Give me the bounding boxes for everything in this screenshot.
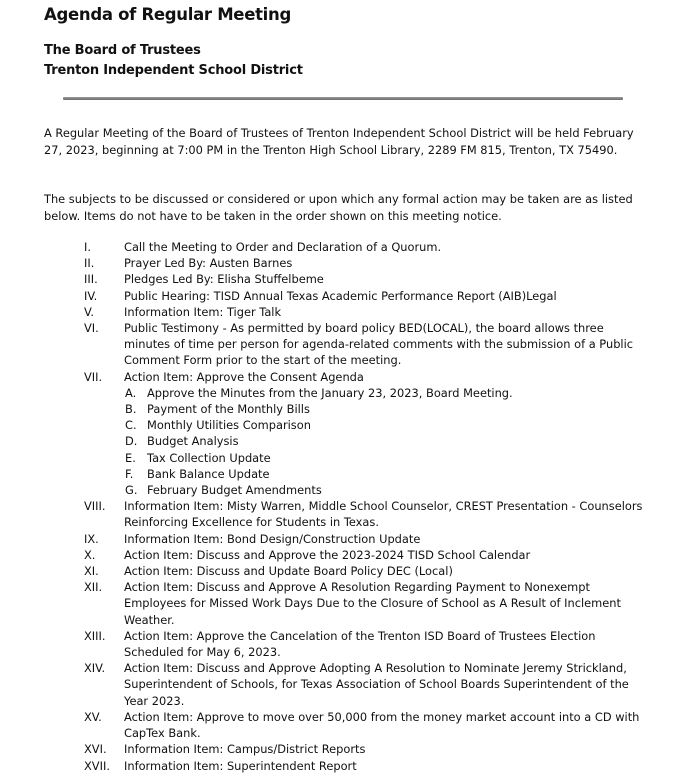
page-title: Agenda of Regular Meeting bbox=[44, 5, 291, 24]
agenda-item-number: XVII. bbox=[84, 758, 110, 773]
board-name: The Board of Trustees bbox=[44, 43, 201, 58]
agenda-item-number: VII. bbox=[84, 369, 103, 384]
agenda-item bbox=[0, 741, 681, 757]
agenda-item-number: XV. bbox=[84, 709, 102, 724]
agenda-item-text: Information Item: Superintendent Report bbox=[124, 758, 357, 773]
agenda-item-text: Action Item: Discuss and Approve A Resolution Regarding Payment to Nonexempt Employees for Missed Work Days Due to the Closure of School as A Result of Inclement Weather. bbox=[124, 580, 621, 627]
subitem-text: Tax Collection Update bbox=[147, 450, 271, 465]
agenda-item-number: XII. bbox=[84, 580, 103, 595]
agenda-item-number: XVI. bbox=[84, 742, 107, 757]
agenda-item bbox=[0, 709, 681, 741]
agenda-item-text: Action Item: Discuss and Approve the 2023-2024 TISD School Calendar bbox=[124, 547, 531, 562]
agenda-item-text: Information Item: Tiger Talk bbox=[124, 304, 282, 319]
agenda-item-number: XIV. bbox=[84, 661, 106, 676]
header-divider bbox=[63, 97, 623, 100]
subjects-note-paragraph: The subjects to be discussed or considered or upon which any formal action may be taken are as listed below. Items do not have to be taken in the order shown on this meeting notice. bbox=[44, 192, 633, 223]
agenda-item-text: Public Testimony - As permitted by board policy BED(LOCAL), the board allows three minutes of time per person for agenda-related comments with the submission of a Public Comment Form prior to the start of the meeting. bbox=[124, 321, 634, 368]
agenda-item bbox=[0, 547, 681, 563]
agenda-item-number: VI. bbox=[84, 321, 99, 336]
agenda-item-number: IV. bbox=[84, 288, 98, 303]
consent-subitem bbox=[0, 482, 681, 498]
agenda-item-number: XIII. bbox=[84, 628, 106, 643]
subitem-text: Budget Analysis bbox=[147, 434, 239, 449]
agenda-item-text: Call the Meeting to Order and Declaration of a Quorum. bbox=[124, 240, 442, 254]
subitem-letter: D. bbox=[125, 434, 138, 449]
agenda-item-text: Pledges Led By: Elisha Stuffelbeme bbox=[124, 272, 324, 287]
agenda-item-text: Action Item: Approve the Consent Agenda bbox=[124, 369, 364, 384]
agenda-item bbox=[0, 255, 681, 271]
subitem-text: February Budget Amendments bbox=[147, 483, 322, 498]
subitem-letter: A. bbox=[125, 385, 137, 400]
agenda-item-text: Prayer Led By: Austen Barnes bbox=[124, 256, 293, 271]
subitem-text: Monthly Utilities Comparison bbox=[147, 418, 311, 433]
agenda-item bbox=[0, 288, 681, 304]
agenda-item bbox=[0, 498, 681, 530]
agenda-item-number: III. bbox=[84, 272, 98, 287]
agenda-item-number: XI. bbox=[84, 564, 99, 579]
agenda-item-text: Information Item: Campus/District Reports bbox=[124, 742, 366, 757]
agenda-item-number: VIII. bbox=[84, 499, 106, 514]
agenda-item-text: Action Item: Approve the Cancelation of the Trenton ISD Board of Trustees Election Scheduled for May 6, 2023. bbox=[124, 628, 596, 660]
agenda-item-number: X. bbox=[84, 547, 96, 562]
consent-subitem bbox=[0, 385, 681, 401]
agenda-item bbox=[0, 304, 681, 320]
subitem-letter: C. bbox=[125, 418, 137, 433]
consent-subitem bbox=[0, 401, 681, 417]
agenda-list bbox=[0, 239, 681, 774]
agenda-item bbox=[0, 271, 681, 287]
agenda-item-number: I. bbox=[84, 240, 91, 254]
subitem-text: Payment of the Monthly Bills bbox=[147, 402, 310, 417]
agenda-item-text: Public Hearing: TISD Annual Texas Academic Performance Report (AIB)Legal bbox=[124, 288, 557, 303]
subitem-letter: B. bbox=[125, 402, 137, 417]
meeting-notice-paragraph: A Regular Meeting of the Board of Trustees of Trenton Independent School District will be held February 27, 2023, beginning at 7:00 PM in the Trenton High School Library, 2289 FM 815, Trenton, TX 75490. bbox=[44, 126, 634, 157]
agenda-item bbox=[0, 660, 681, 709]
subitem-text: Approve the Minutes from the January 23, 2023, Board Meeting. bbox=[147, 385, 513, 400]
agenda-item-text: Information Item: Misty Warren, Middle School Counselor, CREST Presentation - Counselors Reinforcing Excellence for Students in Texas. bbox=[124, 499, 643, 530]
agenda-item bbox=[0, 531, 681, 547]
agenda-item bbox=[0, 563, 681, 579]
consent-subitem bbox=[0, 466, 681, 482]
agenda-item-number: II. bbox=[84, 256, 95, 271]
agenda-item-text: Action Item: Discuss and Approve Adopting A Resolution to Nominate Jeremy Strickland, Superintendent of Schools, for Texas Association of School Boards Superintendent of the Year 2023. bbox=[124, 661, 629, 708]
consent-subitem bbox=[0, 450, 681, 466]
agenda-item-text: Action Item: Discuss and Update Board Policy DEC (Local) bbox=[124, 564, 453, 579]
agenda-item bbox=[0, 628, 681, 660]
consent-subitem bbox=[0, 433, 681, 449]
agenda-item bbox=[0, 239, 681, 255]
subitem-letter: F. bbox=[125, 466, 134, 481]
district-name: Trenton Independent School District bbox=[44, 63, 303, 78]
agenda-item-number: IX. bbox=[84, 531, 99, 546]
agenda-item-text: Action Item: Approve to move over 50,000 from the money market account into a CD with CapTex Bank. bbox=[124, 709, 640, 741]
agenda-item-number: V. bbox=[84, 304, 94, 319]
subitem-letter: G. bbox=[125, 483, 138, 498]
subitem-text: Bank Balance Update bbox=[147, 466, 270, 481]
consent-subitem bbox=[0, 417, 681, 433]
subitem-letter: E. bbox=[125, 450, 136, 465]
agenda-item-consent bbox=[0, 369, 681, 385]
agenda-item bbox=[0, 579, 681, 628]
agenda-item bbox=[0, 758, 681, 774]
agenda-item-text: Information Item: Bond Design/Construction Update bbox=[124, 531, 421, 546]
agenda-item bbox=[0, 320, 681, 369]
